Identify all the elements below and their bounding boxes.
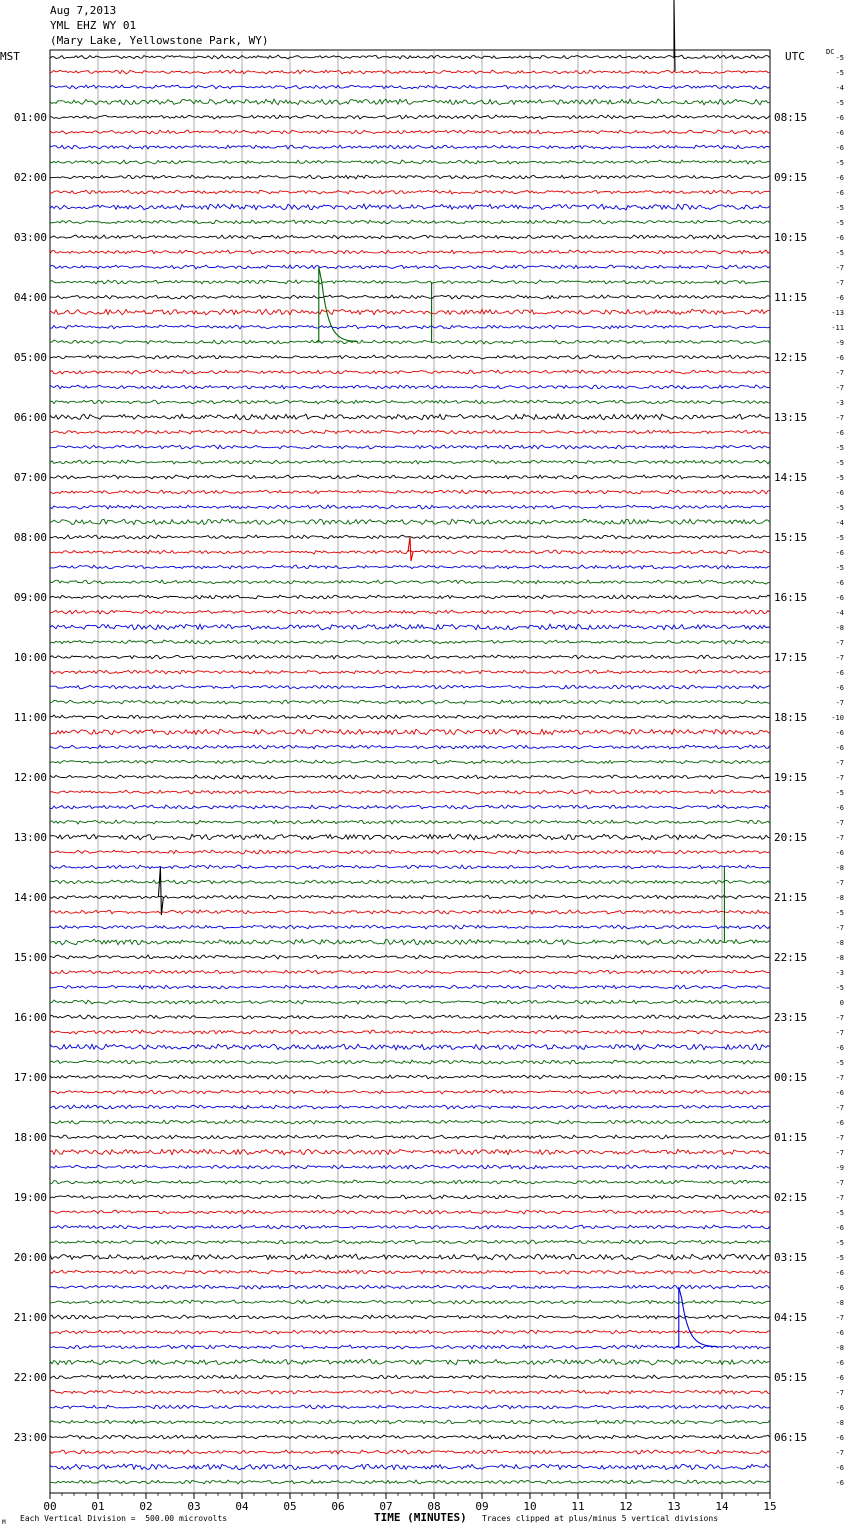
trace-line: [50, 265, 770, 269]
trace-line: [50, 729, 770, 735]
mst-hour-label: 04:00: [13, 291, 47, 304]
left-timezone-label: MST: [0, 50, 20, 63]
dc-offset-value: -7: [835, 264, 844, 272]
dc-offset-value: -9: [835, 339, 844, 347]
dc-offset-value: -5: [835, 459, 844, 467]
x-tick-label: 04: [235, 1500, 249, 1513]
x-tick-label: 14: [715, 1500, 729, 1513]
trace-line: [50, 850, 770, 854]
dc-offset-value: -5: [835, 984, 844, 992]
trace-line: [50, 55, 770, 59]
dc-offset-value: -5: [835, 534, 844, 542]
utc-hour-label: 21:15: [774, 891, 808, 904]
trace-line: [50, 414, 770, 420]
mst-hour-label: 08:00: [13, 531, 47, 544]
dc-offset-value: -5: [835, 564, 844, 572]
trace-line: [50, 880, 770, 884]
dc-offset-value: -5: [835, 54, 844, 62]
dc-offset-value: -6: [835, 114, 844, 122]
trace-line: [50, 1090, 770, 1094]
trace-line: [50, 985, 770, 989]
utc-hour-label: 23:15: [774, 1011, 808, 1024]
dc-offset-value: -10: [831, 714, 844, 722]
trace-line: [50, 640, 770, 644]
dc-offset-value: -3: [835, 399, 844, 407]
dc-offset-value: -5: [835, 504, 844, 512]
dc-offset-value: -7: [835, 1134, 844, 1142]
dc-offset-value: -7: [835, 1029, 844, 1037]
dc-offset-value: -7: [835, 414, 844, 422]
trace-line: [50, 190, 770, 194]
trace-line: [50, 760, 770, 764]
trace-line: [50, 145, 770, 149]
dc-offset-value: -6: [835, 294, 844, 302]
dc-offset-value: 0: [839, 999, 844, 1007]
station-code: YML EHZ WY 01: [50, 19, 137, 32]
trace-line: [50, 1390, 770, 1394]
dc-offset-value: -7: [835, 1179, 844, 1187]
dc-offset-value: -6: [835, 744, 844, 752]
dc-offset-value: -7: [835, 1194, 844, 1202]
mst-hour-label: 14:00: [13, 891, 47, 904]
trace-line: [50, 475, 770, 479]
dc-offset-header: DC: [826, 48, 835, 56]
trace-line: [50, 1375, 770, 1379]
event-waveform: [408, 537, 413, 561]
utc-hour-label: 09:15: [774, 171, 808, 184]
corner-mark: M: [2, 1519, 6, 1526]
dc-offset-value: -7: [835, 654, 844, 662]
dc-offset-value: -6: [835, 1089, 844, 1097]
mst-hour-label: 02:00: [13, 171, 47, 184]
trace-line: [50, 1405, 770, 1409]
dc-offset-value: -7: [835, 384, 844, 392]
x-tick-label: 15: [763, 1500, 777, 1513]
trace-line: [50, 85, 770, 89]
trace-line: [50, 1359, 770, 1365]
trace-line: [50, 955, 770, 959]
trace-line: [50, 580, 770, 584]
trace-line: [50, 939, 770, 945]
dc-offset-value: -7: [835, 699, 844, 707]
dc-offset-value: -13: [831, 309, 844, 317]
mst-hour-label: 12:00: [13, 771, 47, 784]
utc-hour-label: 22:15: [774, 951, 808, 964]
dc-offset-value: -7: [835, 774, 844, 782]
dc-offset-value: -5: [835, 909, 844, 917]
dc-offset-value: -6: [835, 1479, 844, 1487]
trace-line: [50, 670, 770, 674]
trace-line: [50, 280, 770, 284]
dc-offset-value: -6: [835, 579, 844, 587]
dc-offset-value: -6: [835, 1284, 844, 1292]
trace-line: [50, 1044, 770, 1050]
utc-hour-label: 03:15: [774, 1251, 808, 1264]
dc-offset-value: -5: [835, 159, 844, 167]
dc-offset-value: -7: [835, 1104, 844, 1112]
trace-line: [50, 1165, 770, 1169]
dc-offset-value: -7: [835, 1449, 844, 1457]
trace-line: [50, 1210, 770, 1214]
event-waveform: [158, 867, 163, 915]
trace-line: [50, 790, 770, 794]
mst-hour-label: 07:00: [13, 471, 47, 484]
trace-line: [50, 1345, 770, 1349]
trace-line: [50, 1120, 770, 1124]
dc-offset-value: -7: [835, 639, 844, 647]
trace-line: [50, 1015, 770, 1019]
trace-line: [50, 99, 770, 105]
trace-line: [50, 1075, 770, 1079]
utc-hour-label: 01:15: [774, 1131, 808, 1144]
trace-line: [50, 550, 770, 554]
trace-line: [50, 70, 770, 74]
utc-hour-label: 19:15: [774, 771, 808, 784]
trace-line: [50, 1149, 770, 1155]
dc-offset-value: -5: [835, 789, 844, 797]
mst-hour-label: 19:00: [13, 1191, 47, 1204]
trace-line: [50, 309, 770, 315]
trace-line: [50, 519, 770, 524]
trace-line: [50, 130, 770, 134]
trace-line: [50, 220, 770, 224]
utc-hour-label: 02:15: [774, 1191, 808, 1204]
x-tick-label: 02: [139, 1500, 153, 1513]
dc-offset-value: -6: [835, 1359, 844, 1367]
dc-offset-value: -5: [835, 1254, 844, 1262]
trace-line: [50, 655, 770, 659]
dc-offset-value: -5: [835, 219, 844, 227]
utc-hour-label: 13:15: [774, 411, 808, 424]
dc-offset-value: -5: [835, 249, 844, 257]
mst-hour-label: 01:00: [13, 111, 47, 124]
mst-hour-label: 23:00: [13, 1431, 47, 1444]
dc-offset-value: -8: [835, 1419, 844, 1427]
trace-line: [50, 1420, 770, 1424]
dc-offset-value: -6: [835, 1374, 844, 1382]
utc-hour-label: 18:15: [774, 711, 808, 724]
dc-offset-value: -5: [835, 204, 844, 212]
utc-hour-label: 11:15: [774, 291, 808, 304]
utc-hour-label: 06:15: [774, 1431, 808, 1444]
dc-offset-value: -7: [835, 1014, 844, 1022]
dc-offset-value: -7: [835, 924, 844, 932]
mst-hour-label: 05:00: [13, 351, 47, 364]
dc-offset-value: -8: [835, 894, 844, 902]
dc-offset-value: -6: [835, 144, 844, 152]
trace-line: [50, 834, 770, 840]
trace-line: [50, 1300, 770, 1304]
trace-line: [50, 1240, 770, 1244]
dc-offset-value: -6: [835, 429, 844, 437]
dc-offset-value: -8: [835, 1344, 844, 1352]
trace-line: [50, 235, 770, 239]
plot-date: Aug 7,2013: [50, 4, 117, 17]
dc-offset-value: -6: [835, 354, 844, 362]
dc-offset-value: -7: [835, 1314, 844, 1322]
x-tick-label: 12: [619, 1500, 633, 1513]
trace-line: [50, 1464, 770, 1470]
dc-offset-value: -6: [835, 1434, 844, 1442]
mst-hour-label: 06:00: [13, 411, 47, 424]
trace-line: [50, 250, 770, 254]
trace-line: [50, 1315, 770, 1319]
trace-line: [50, 204, 770, 210]
trace-line: [50, 700, 770, 704]
x-tick-label: 01: [91, 1500, 105, 1513]
dc-offset-value: -7: [835, 369, 844, 377]
utc-hour-label: 20:15: [774, 831, 808, 844]
x-tick-label: 08: [427, 1500, 441, 1513]
trace-line: [50, 775, 770, 779]
mst-hour-label: 17:00: [13, 1071, 47, 1084]
dc-offset-value: -6: [835, 1224, 844, 1232]
dc-offset-value: -4: [835, 519, 844, 527]
trace-line: [50, 745, 770, 749]
utc-hour-label: 04:15: [774, 1311, 808, 1324]
dc-offset-value: -3: [835, 969, 844, 977]
trace-line: [50, 115, 770, 119]
trace-line: [50, 715, 770, 719]
utc-hour-label: 15:15: [774, 531, 808, 544]
trace-line: [50, 610, 770, 614]
trace-line: [50, 490, 770, 494]
dc-offset-value: -6: [835, 1464, 844, 1472]
trace-line: [50, 1180, 770, 1184]
dc-offset-value: -7: [835, 834, 844, 842]
dc-offset-value: -5: [835, 99, 844, 107]
dc-offset-value: -7: [835, 279, 844, 287]
x-tick-label: 13: [667, 1500, 681, 1513]
trace-line: [50, 1450, 770, 1454]
x-tick-label: 03: [187, 1500, 201, 1513]
trace-line: [50, 1480, 770, 1484]
dc-offset-value: -4: [835, 84, 844, 92]
dc-offset-value: -8: [835, 624, 844, 632]
dc-offset-value: -5: [835, 474, 844, 482]
dc-offset-value: -6: [835, 1329, 844, 1337]
dc-offset-value: -6: [835, 1269, 844, 1277]
trace-line: [50, 1030, 770, 1034]
trace-line: [50, 820, 770, 824]
dc-offset-value: -7: [835, 1389, 844, 1397]
mst-hour-label: 13:00: [13, 831, 47, 844]
mst-hour-label: 10:00: [13, 651, 47, 664]
trace-line: [50, 1330, 770, 1334]
trace-line: [50, 160, 770, 164]
trace-line: [50, 565, 770, 569]
mst-hour-label: 22:00: [13, 1371, 47, 1384]
dc-offset-value: -7: [835, 1074, 844, 1082]
x-tick-label: 09: [475, 1500, 489, 1513]
x-tick-label: 00: [43, 1500, 57, 1513]
trace-line: [50, 340, 770, 344]
utc-hour-label: 00:15: [774, 1071, 808, 1084]
dc-offset-value: -6: [835, 234, 844, 242]
trace-line: [50, 175, 770, 179]
dc-offset-value: -11: [831, 324, 844, 332]
trace-line: [50, 1435, 770, 1439]
trace-line: [50, 1105, 770, 1109]
dc-offset-value: -9: [835, 1164, 844, 1172]
mst-hour-label: 21:00: [13, 1311, 47, 1324]
x-tick-label: 10: [523, 1500, 537, 1513]
vertical-scale-note: Each Vertical Division = 500.00 microvolts: [20, 1514, 228, 1523]
clipping-note: Traces clipped at plus/minus 5 vertical divisions: [482, 1514, 719, 1523]
dc-offset-value: -6: [835, 849, 844, 857]
trace-line: [50, 355, 770, 359]
dc-offset-value: -6: [835, 1404, 844, 1412]
utc-hour-label: 12:15: [774, 351, 808, 364]
utc-hour-label: 16:15: [774, 591, 808, 604]
trace-line: [50, 1225, 770, 1229]
x-tick-label: 11: [571, 1500, 585, 1513]
x-tick-label: 07: [379, 1500, 393, 1513]
trace-line: [50, 1254, 770, 1260]
dc-offset-value: -6: [835, 489, 844, 497]
trace-line: [50, 1195, 770, 1199]
trace-line: [50, 370, 770, 374]
trace-line: [50, 865, 770, 869]
utc-hour-label: 17:15: [774, 651, 808, 664]
utc-hour-label: 05:15: [774, 1371, 808, 1384]
dc-offset-value: -6: [835, 549, 844, 557]
trace-line: [50, 1000, 770, 1004]
mst-hour-label: 16:00: [13, 1011, 47, 1024]
trace-line: [50, 295, 770, 299]
trace-line: [50, 1285, 770, 1289]
trace-line: [50, 1060, 770, 1064]
dc-offset-value: -8: [835, 864, 844, 872]
dc-offset-value: -8: [835, 1299, 844, 1307]
trace-line: [50, 325, 770, 329]
x-tick-label: 05: [283, 1500, 297, 1513]
utc-hour-label: 14:15: [774, 471, 808, 484]
trace-line: [50, 1135, 770, 1139]
mst-hour-label: 03:00: [13, 231, 47, 244]
dc-offset-value: -8: [835, 939, 844, 947]
dc-offset-value: -6: [835, 804, 844, 812]
trace-line: [50, 805, 770, 809]
dc-offset-value: -6: [835, 669, 844, 677]
dc-offset-value: -6: [835, 189, 844, 197]
dc-offset-value: -5: [835, 1209, 844, 1217]
mst-hour-label: 09:00: [13, 591, 47, 604]
dc-offset-value: -4: [835, 609, 844, 617]
dc-offset-value: -6: [835, 594, 844, 602]
x-tick-label: 06: [331, 1500, 345, 1513]
mst-hour-label: 20:00: [13, 1251, 47, 1264]
station-location: (Mary Lake, Yellowstone Park, WY): [50, 34, 269, 47]
dc-offset-value: -6: [835, 129, 844, 137]
trace-line: [50, 430, 770, 434]
trace-line: [50, 970, 770, 974]
trace-line: [50, 1270, 770, 1274]
trace-line: [50, 400, 770, 404]
utc-hour-label: 10:15: [774, 231, 808, 244]
dc-offset-value: -7: [835, 1149, 844, 1157]
dc-offset-value: -7: [835, 879, 844, 887]
trace-line: [50, 505, 770, 509]
dc-offset-value: -6: [835, 684, 844, 692]
mst-hour-label: 15:00: [13, 951, 47, 964]
x-axis-title: TIME (MINUTES): [374, 1511, 467, 1524]
right-timezone-label: UTC: [785, 50, 805, 63]
dc-offset-value: -6: [835, 174, 844, 182]
dc-offset-value: -5: [835, 69, 844, 77]
dc-offset-value: -6: [835, 1044, 844, 1052]
trace-line: [50, 385, 770, 389]
event-waveform: [316, 267, 358, 342]
dc-offset-value: -7: [835, 819, 844, 827]
trace-line: [50, 460, 770, 464]
mst-hour-label: 18:00: [13, 1131, 47, 1144]
dc-offset-value: -7: [835, 759, 844, 767]
trace-line: [50, 624, 770, 630]
dc-offset-value: -6: [835, 729, 844, 737]
dc-offset-value: -5: [835, 1059, 844, 1067]
trace-line: [50, 910, 770, 914]
dc-offset-value: -6: [835, 1119, 844, 1127]
dc-offset-value: -5: [835, 1239, 844, 1247]
dc-offset-value: -5: [835, 444, 844, 452]
trace-line: [50, 595, 770, 599]
mst-hour-label: 11:00: [13, 711, 47, 724]
trace-line: [50, 445, 770, 449]
trace-line: [50, 685, 770, 689]
utc-hour-label: 08:15: [774, 111, 808, 124]
trace-line: [50, 925, 770, 929]
dc-offset-value: -8: [835, 954, 844, 962]
